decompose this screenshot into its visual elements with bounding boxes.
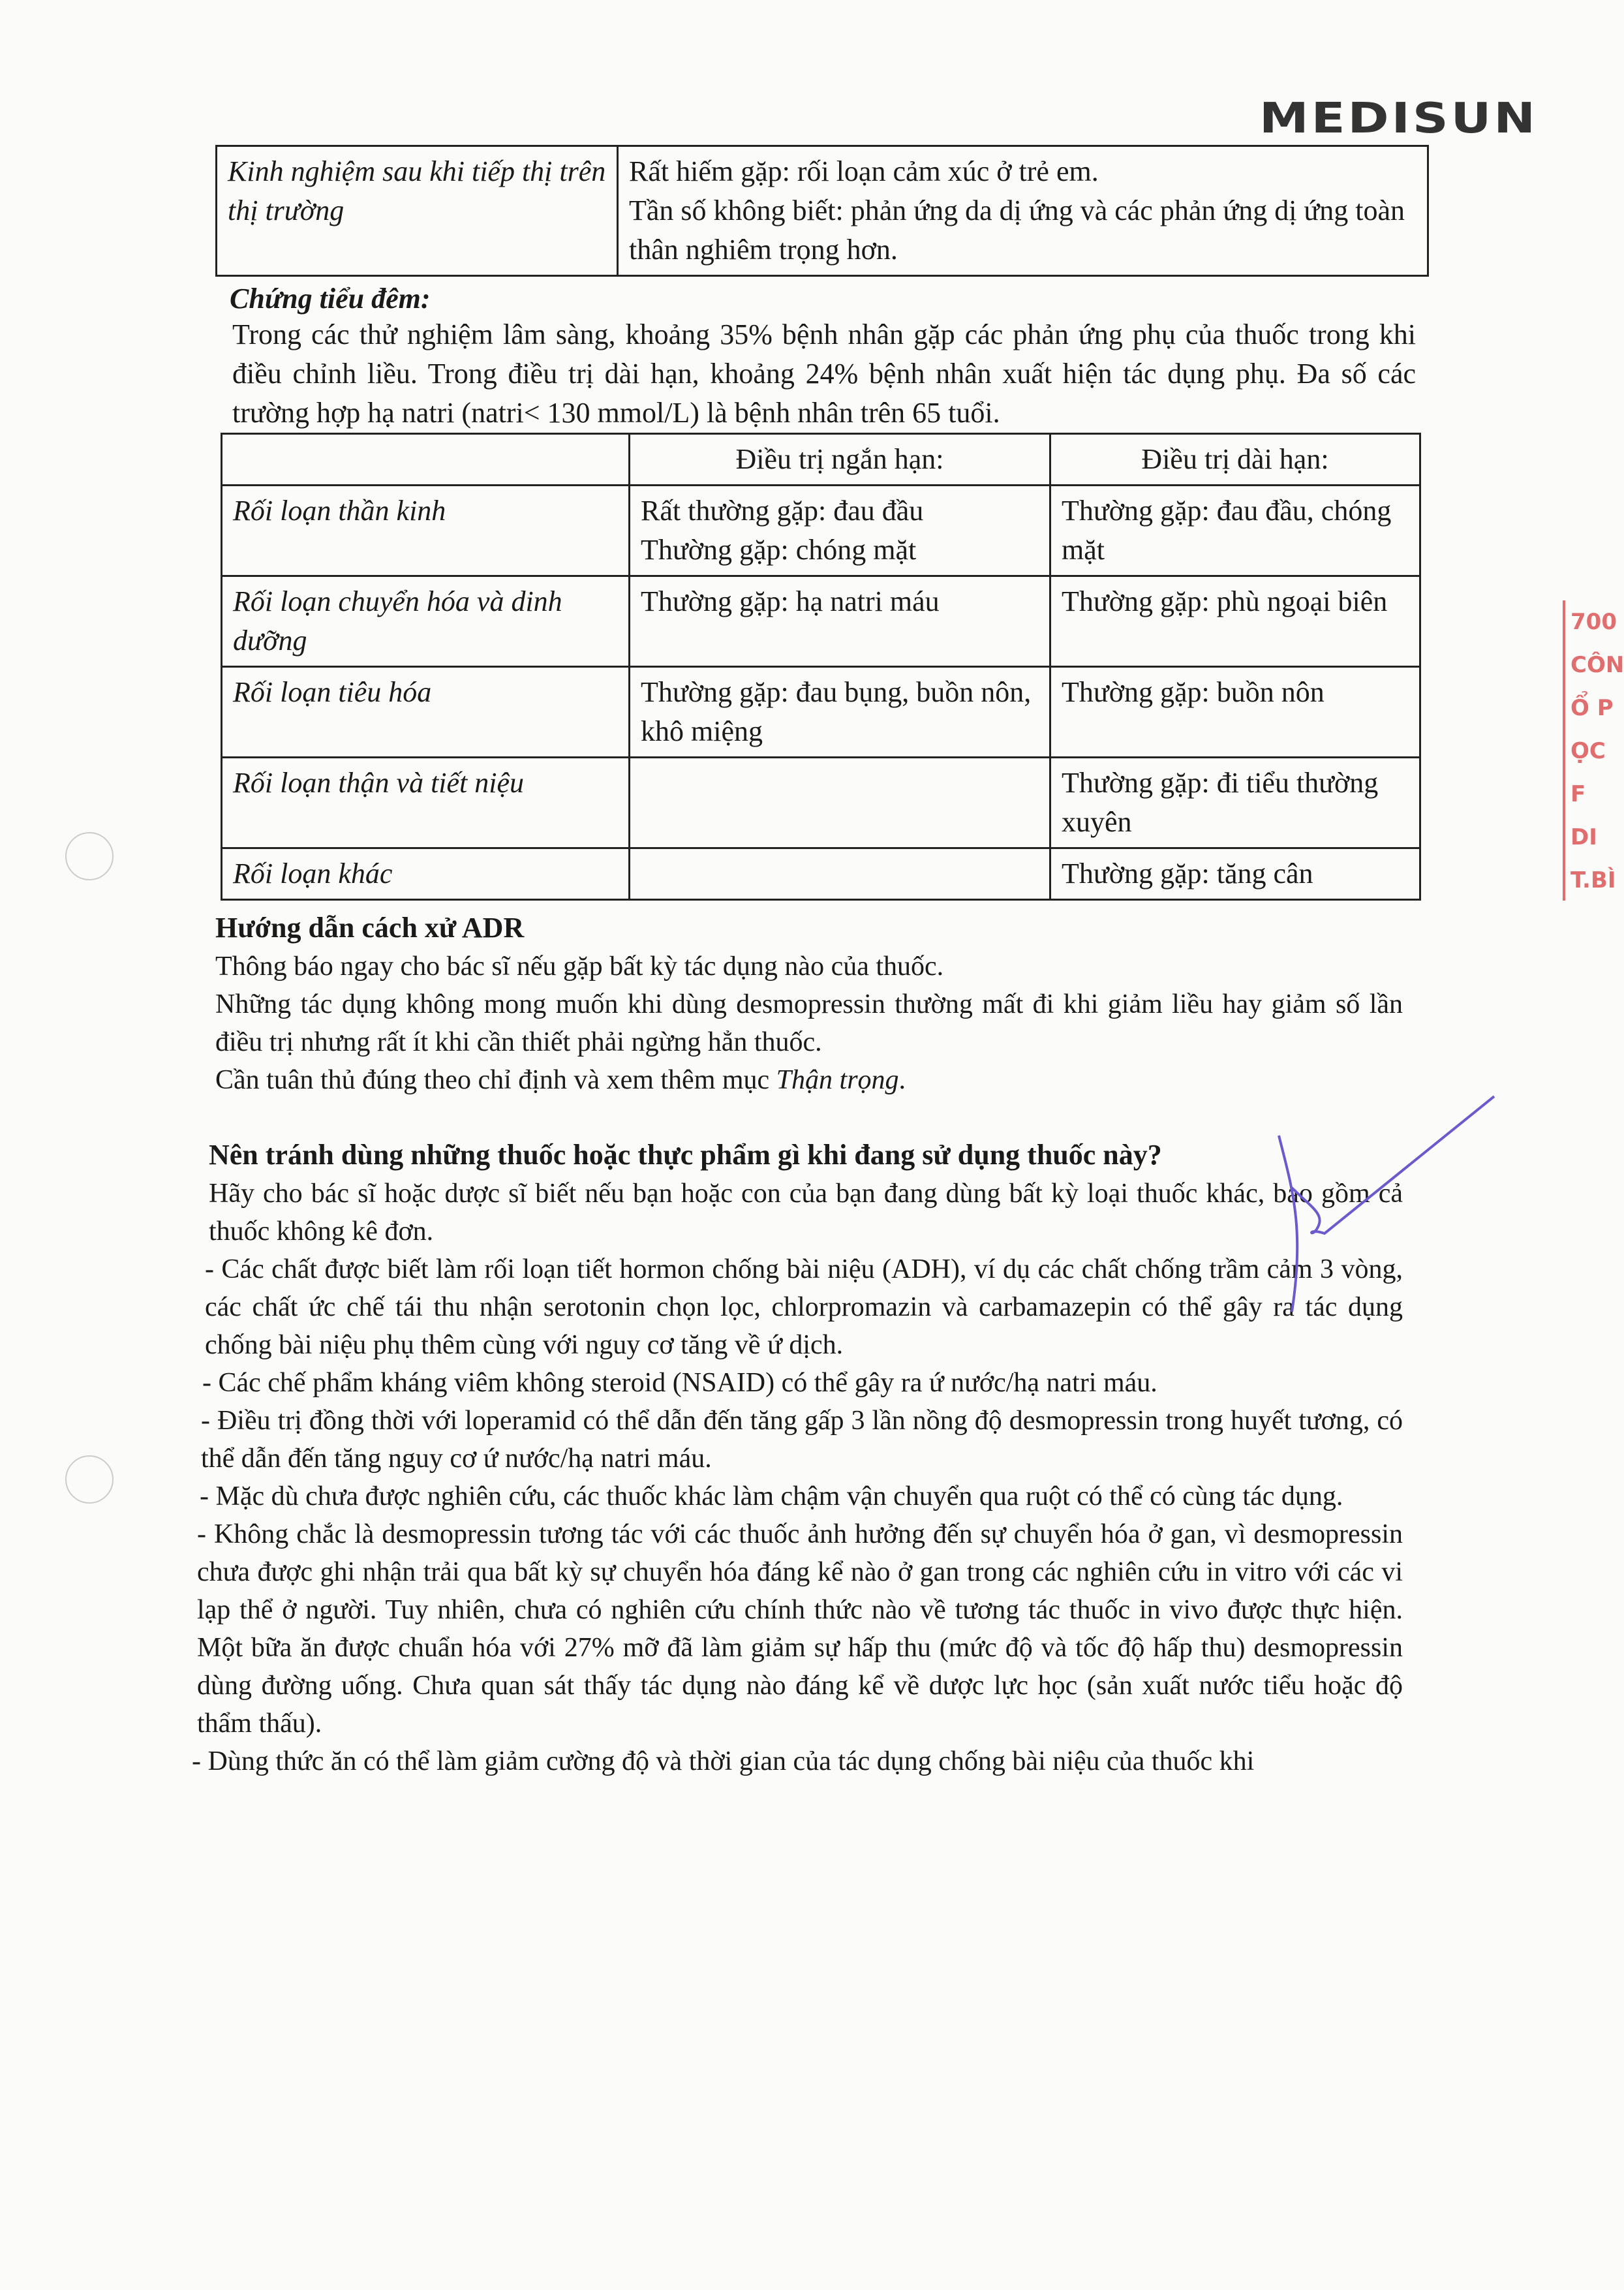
adr-guide-heading: Hướng dẫn cách xử ADR (215, 912, 525, 944)
punch-hole (65, 1455, 114, 1504)
interactions-heading: Nên tránh dùng những thuốc hoặc thực phẩm gì khi đang sử dụng thuốc này? (209, 1139, 1162, 1171)
medisun-logo: MEDISUN (1259, 93, 1538, 143)
interactions-intro: Hãy cho bác sĩ hoặc dược sĩ biết nếu bạn hoặc con của bạn đang dùng bất kỳ loại thuốc khác, bao gồm cả thuốc không kê đơn. (209, 1179, 1403, 1246)
adr-cell-line: Thường gặp: chóng mặt (641, 534, 917, 566)
adr-row-long (1050, 667, 1420, 758)
adr-header-short-term: Điều trị ngắn hạn: (630, 434, 1050, 486)
post-marketing-line-2: Tần số không biết: phản ứng da dị ứng và các phản ứng dị ứng toàn thân nghiêm trọng hơn. (629, 194, 1405, 266)
upper-section (215, 145, 1429, 901)
adr-guide-p3-suffix: . (898, 1065, 906, 1095)
interaction-item-4: - Mặc dù chưa được nghiên cứu, các thuốc khác làm chậm vận chuyển qua ruột có thể có cùng tác dụng. (200, 1481, 1343, 1511)
adr-row-long (1050, 576, 1420, 667)
stamp-line: CÔN (1570, 652, 1624, 678)
adr-header-long-term: Điều trị dài hạn: (1050, 434, 1420, 486)
nocturia-heading: Chứng tiểu đêm: (230, 283, 431, 315)
red-stamp-fragment (1563, 600, 1624, 901)
table-row (222, 486, 1420, 576)
adr-row-label: Rối loạn khác (222, 848, 630, 900)
adr-row-label: Rối loạn thần kinh (222, 486, 630, 576)
adr-row-label: Rối loạn thận và tiết niệu (222, 758, 630, 848)
stamp-line: 700 (1570, 609, 1617, 635)
interaction-item-5: - Không chắc là desmopressin tương tác với các thuốc ảnh hưởng đến sự chuyển hóa ở gan, vì desmopressin chưa được ghi nhận trải qua bất kỳ sự chuyển hóa đáng kể nào ở gan trong các nghiên cứu in vitro với các vi lạp thể ở người. Tuy nhiên, chưa có nghiên cứu chính thức nào về tương tác thuốc in vivo được thực hiện. Một bữa ăn được chuẩn hóa với 27% mỡ đã làm giảm sự hấp thu (mức độ và tốc độ hấp thu) desmopressin dùng đường uống. Chưa quan sát thấy tác dụng nào đáng kể về dược lực học (sản xuất nước tiểu hoặc độ thẩm thấu). (197, 1519, 1403, 1739)
stamp-line: T.BÌ (1570, 867, 1616, 893)
adr-header-empty (222, 434, 630, 486)
adr-guide-p3-prefix: Cần tuân thủ đúng theo chỉ định và xem thêm mục (215, 1065, 776, 1095)
table-row (222, 758, 1420, 848)
adr-table-header (222, 434, 1420, 486)
stamp-line: Ổ P (1570, 695, 1614, 721)
adr-row-long (1050, 848, 1420, 900)
adr-guide-p1: Thông báo ngay cho bác sĩ nếu gặp bất kỳ tác dụng nào của thuốc. (215, 952, 944, 982)
interaction-item-2: - Các chế phẩm kháng viêm không steroid (NSAID) có thể gây ra ứ nước/hạ natri máu. (202, 1368, 1157, 1398)
adr-cell-line: Rất thường gặp: đau đầu (641, 495, 924, 527)
table-row (222, 576, 1420, 667)
adr-row-short (630, 486, 1050, 576)
lower-section (192, 908, 1403, 1780)
adr-table (221, 433, 1421, 901)
stamp-line: ỌC F (1570, 738, 1606, 807)
interaction-item-1: - Các chất được biết làm rối loạn tiết hormon chống bài niệu (ADH), ví dụ các chất chống trầm cảm 3 vòng, các chất ức chế tái thu nhận serotonin chọn lọc, chlorpromazin và carbamazepin có thể gây ra tác dụng chống bài niệu phụ thêm cùng với nguy cơ tăng về ứ dịch. (205, 1254, 1403, 1360)
adr-cell-line: Thường gặp: tăng cân (1062, 858, 1313, 890)
table-row (222, 667, 1420, 758)
post-marketing-label: Kinh nghiệm sau khi tiếp thị trên thị trường (217, 146, 618, 276)
adr-row-long (1050, 486, 1420, 576)
stamp-line: DI (1570, 824, 1597, 850)
adr-guide-p3 (215, 1061, 1403, 1099)
adr-row-short (630, 667, 1050, 758)
adr-row-short (630, 848, 1050, 900)
adr-row-long (1050, 758, 1420, 848)
adr-row-short (630, 758, 1050, 848)
punch-hole (65, 832, 114, 880)
adr-guide-p3-italic: Thận trọng (776, 1065, 899, 1095)
signature-mark (1266, 1096, 1501, 1318)
post-marketing-table (215, 145, 1429, 277)
post-marketing-content (618, 146, 1428, 276)
adr-row-short (630, 576, 1050, 667)
nocturia-paragraph: Trong các thử nghiệm lâm sàng, khoảng 35% bệnh nhân gặp các phản ứng phụ của thuốc trong khi điều chỉnh liều. Trong điều trị dài hạn, khoảng 24% bệnh nhân xuất hiện tác dụng phụ. Đa số các trường hợp hạ natri (natri< 130 mmol/L) là bệnh nhân trên 65 tuổi. (232, 318, 1416, 429)
adr-cell-line: Thường gặp: hạ natri máu (641, 585, 940, 617)
interaction-item-6: - Dùng thức ăn có thể làm giảm cường độ và thời gian của tác dụng chống bài niệu của thuốc khi (192, 1746, 1255, 1776)
adr-cell-line: Thường gặp: phù ngoại biên (1062, 585, 1388, 617)
adr-row-label: Rối loạn chuyển hóa và dinh dưỡng (222, 576, 630, 667)
adr-guide-p2: Những tác dụng không mong muốn khi dùng desmopressin thường mất đi khi giảm liều hay giảm số lần điều trị nhưng rất ít khi cần thiết phải ngừng hẳn thuốc. (215, 989, 1403, 1057)
adr-cell-line: Thường gặp: buồn nôn (1062, 676, 1325, 708)
post-marketing-line-1: Rất hiếm gặp: rối loạn cảm xúc ở trẻ em. (629, 155, 1099, 187)
adr-row-label: Rối loạn tiêu hóa (222, 667, 630, 758)
adr-cell-line: Thường gặp: đau đầu, chóng mặt (1062, 495, 1392, 566)
adr-cell-line: Thường gặp: đi tiểu thường xuyên (1062, 767, 1379, 838)
table-row (222, 848, 1420, 900)
interaction-item-3: - Điều trị đồng thời với loperamid có thể dẫn đến tăng gấp 3 lần nồng độ desmopressin trong huyết tương, có thể dẫn đến tăng nguy cơ ứ nước/hạ natri máu. (201, 1406, 1403, 1474)
adr-cell-line: Thường gặp: đau bụng, buồn nôn, khô miệng (641, 676, 1032, 747)
